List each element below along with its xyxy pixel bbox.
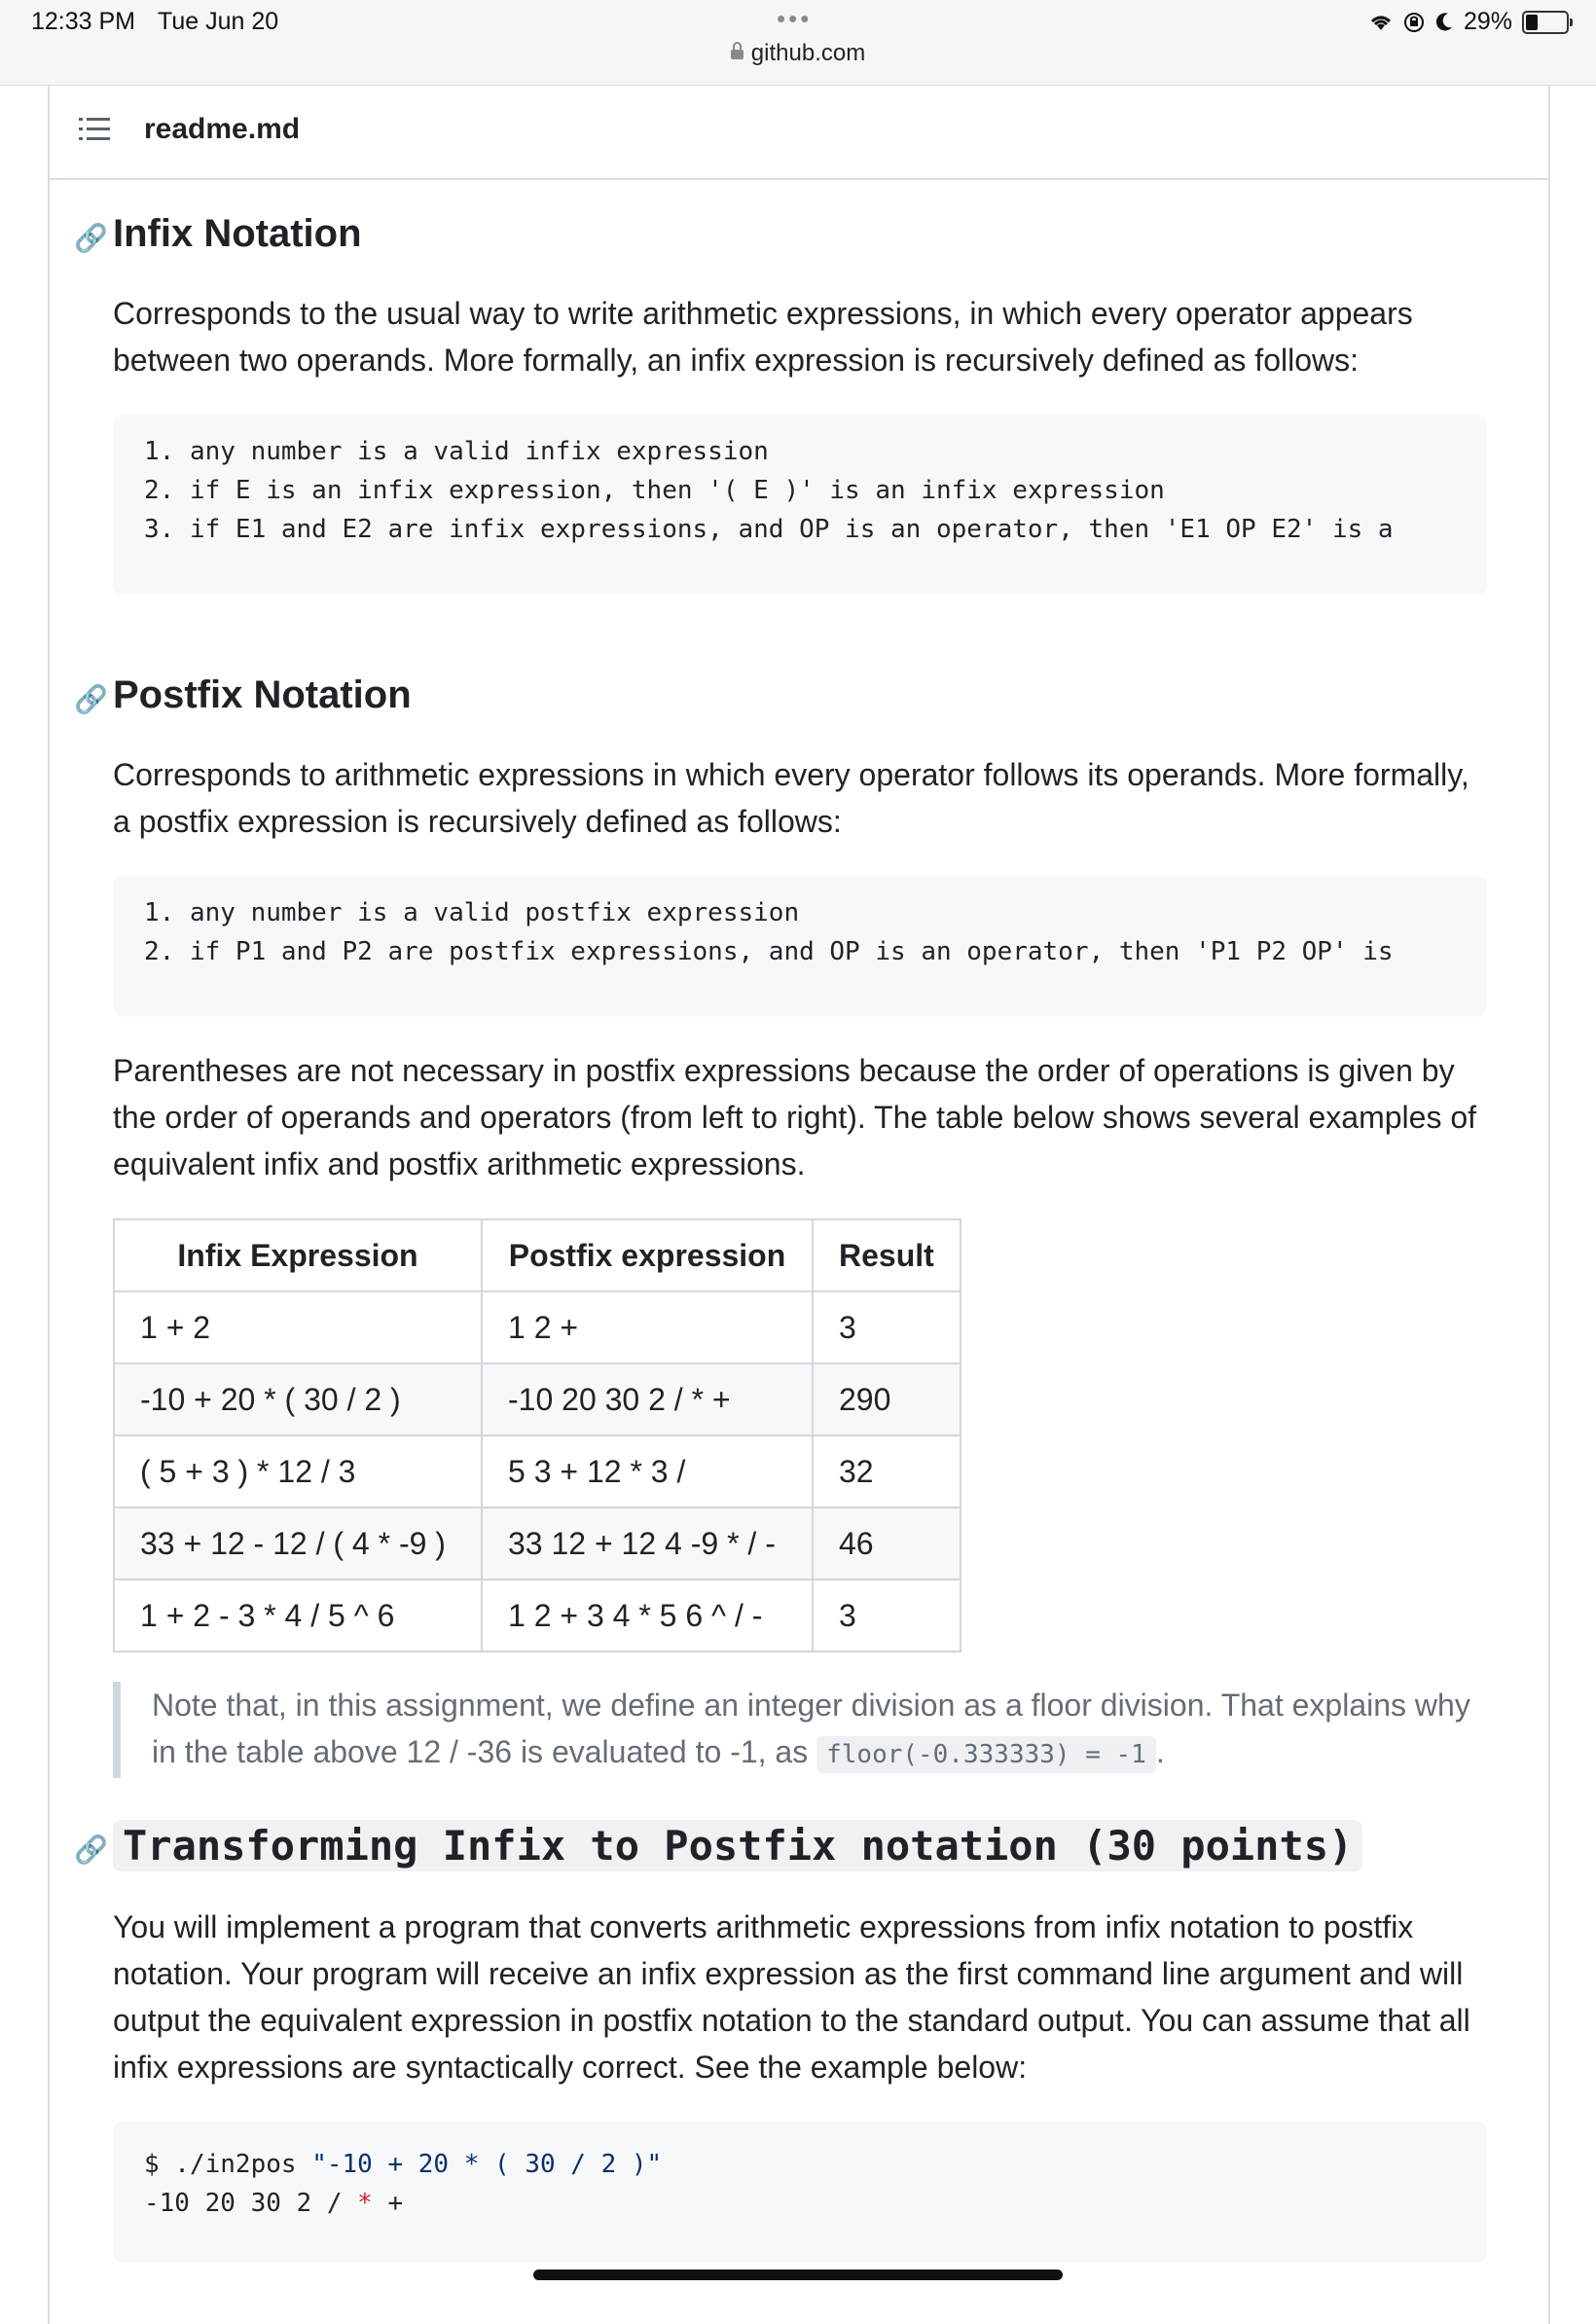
- table-cell: ( 5 + 3 ) * 12 / 3: [114, 1435, 482, 1507]
- battery-percent: 29%: [1463, 8, 1512, 35]
- infix-paragraph: Corresponds to the usual way to write arithmetic expressions, in which every operator appears between two operands. More formally, an infix expression is recursively defined as follows:: [113, 296, 1413, 378]
- status-bar: [0, 0, 1596, 86]
- code-line: 1. any number is a valid postfix expression: [144, 898, 800, 927]
- outline-list-icon[interactable]: [79, 117, 110, 142]
- table-cell: 1 + 2 - 3 * 4 / 5 ^ 6: [114, 1580, 482, 1652]
- note-inline-code: floor(-0.333333) = -1: [816, 1736, 1156, 1773]
- table-header-cell: Infix Expression: [114, 1219, 482, 1291]
- note-blockquote: [113, 1682, 1487, 1778]
- code-output-operator: *: [357, 2189, 373, 2218]
- orientation-lock-icon: [1403, 12, 1425, 33]
- url-text: github.com: [750, 40, 866, 66]
- code-line: 1. any number is a valid infix expression: [144, 437, 769, 466]
- code-line: 2. if P1 and P2 are postfix expressions, and OP is an operator, then 'P1 P2 OP' is: [144, 937, 1394, 966]
- heading-postfix-notation: 🔗 Postfix Notation: [74, 673, 412, 716]
- table-cell: 33 12 + 12 4 -9 * / -: [482, 1507, 813, 1580]
- code-prompt: $ ./in2pos: [144, 2150, 312, 2179]
- postfix-paragraph-2: Parentheses are not necessary in postfix expressions because the order of operations is given by the order of operands and operators (from left to right). The table below shows several examples of equivalent infix and postfix arithmetic expressions.: [113, 1053, 1477, 1181]
- table-cell: -10 + 20 * ( 30 / 2 ): [114, 1363, 482, 1435]
- code-string-arg: "-10 + 20 * ( 30 / 2 )": [311, 2150, 663, 2179]
- table-cell: 1 + 2: [114, 1291, 482, 1363]
- battery-fill: [1526, 15, 1538, 30]
- code-line: 2. if E is an infix expression, then '( E )' is an infix expression: [144, 476, 1165, 505]
- postfix-paragraph: Corresponds to arithmetic expressions in which every operator follows its operands. More formally, a postfix expression is recursively defined as follows:: [113, 757, 1469, 839]
- status-date: Tue Jun 20: [158, 8, 279, 35]
- postfix-code-block: [113, 876, 1487, 1017]
- readme-filename: readme.md: [144, 113, 301, 145]
- infix-code-block: [113, 415, 1487, 595]
- table-cell: 290: [813, 1363, 961, 1435]
- table-cell: 32: [813, 1435, 961, 1507]
- table-cell: 1 2 +: [482, 1291, 813, 1363]
- table-cell: 3: [813, 1291, 961, 1363]
- table-row: [114, 1363, 961, 1435]
- status-indicators: [1368, 8, 1569, 36]
- table-header-cell: Result: [813, 1219, 961, 1291]
- table-cell: 3: [813, 1580, 961, 1652]
- code-line: 3. if E1 and E2 are infix expressions, and OP is an operator, then 'E1 OP E2' is a: [144, 515, 1394, 544]
- battery-icon: [1522, 11, 1569, 34]
- wifi-icon: [1368, 13, 1394, 32]
- note-text-end: .: [1155, 1734, 1165, 1769]
- anchor-link-icon[interactable]: 🔗: [74, 1834, 108, 1865]
- do-not-disturb-icon: [1434, 12, 1454, 33]
- table-row: [114, 1580, 961, 1652]
- table-row: [114, 1291, 961, 1363]
- transform-paragraph: You will implement a program that converts arithmetic expressions from infix notation to postfix notation. Your program will receive an infix expression as the first command line argument and will output the equivalent expression in postfix notation to the standard output. You can assume that all infix expressions are syntactically correct. See the example below:: [113, 1909, 1470, 2085]
- table-cell: 1 2 + 3 4 * 5 6 ^ / -: [482, 1580, 813, 1652]
- readme-header: [50, 86, 1548, 180]
- home-indicator[interactable]: [533, 2270, 1063, 2280]
- anchor-link-icon[interactable]: 🔗: [74, 684, 108, 714]
- table-cell: 5 3 + 12 * 3 /: [482, 1435, 813, 1507]
- expressions-table: [113, 1218, 961, 1652]
- example-code-block: [113, 2122, 1487, 2263]
- code-output-end: +: [372, 2189, 404, 2218]
- status-time: 12:33 PM: [31, 8, 136, 35]
- multitasking-dots-icon[interactable]: •••: [777, 4, 813, 33]
- table-cell: 46: [813, 1507, 961, 1580]
- table-row: [114, 1507, 961, 1580]
- address-bar[interactable]: [0, 40, 1596, 67]
- table-row: [114, 1435, 961, 1507]
- heading-infix-notation: 🔗 Infix Notation: [74, 212, 362, 255]
- table-header-cell: Postfix expression: [482, 1219, 813, 1291]
- table-cell: -10 20 30 2 / * +: [482, 1363, 813, 1435]
- heading-transforming: 🔗 Transforming Infix to Postfix notation (30 points): [113, 1822, 1362, 1870]
- lock-icon: [731, 50, 744, 59]
- code-output: -10 20 30 2 /: [144, 2189, 358, 2218]
- note-text: Note that, in this assignment, we define an integer division as a floor division. That explains why in the table above 12 / -36 is evaluated to -1, as: [152, 1688, 1470, 1769]
- readme-container: [48, 86, 1550, 2324]
- table-cell: 33 + 12 - 12 / ( 4 * -9 ): [114, 1507, 482, 1580]
- anchor-link-icon[interactable]: 🔗: [74, 223, 108, 253]
- table-header-row: [114, 1219, 961, 1291]
